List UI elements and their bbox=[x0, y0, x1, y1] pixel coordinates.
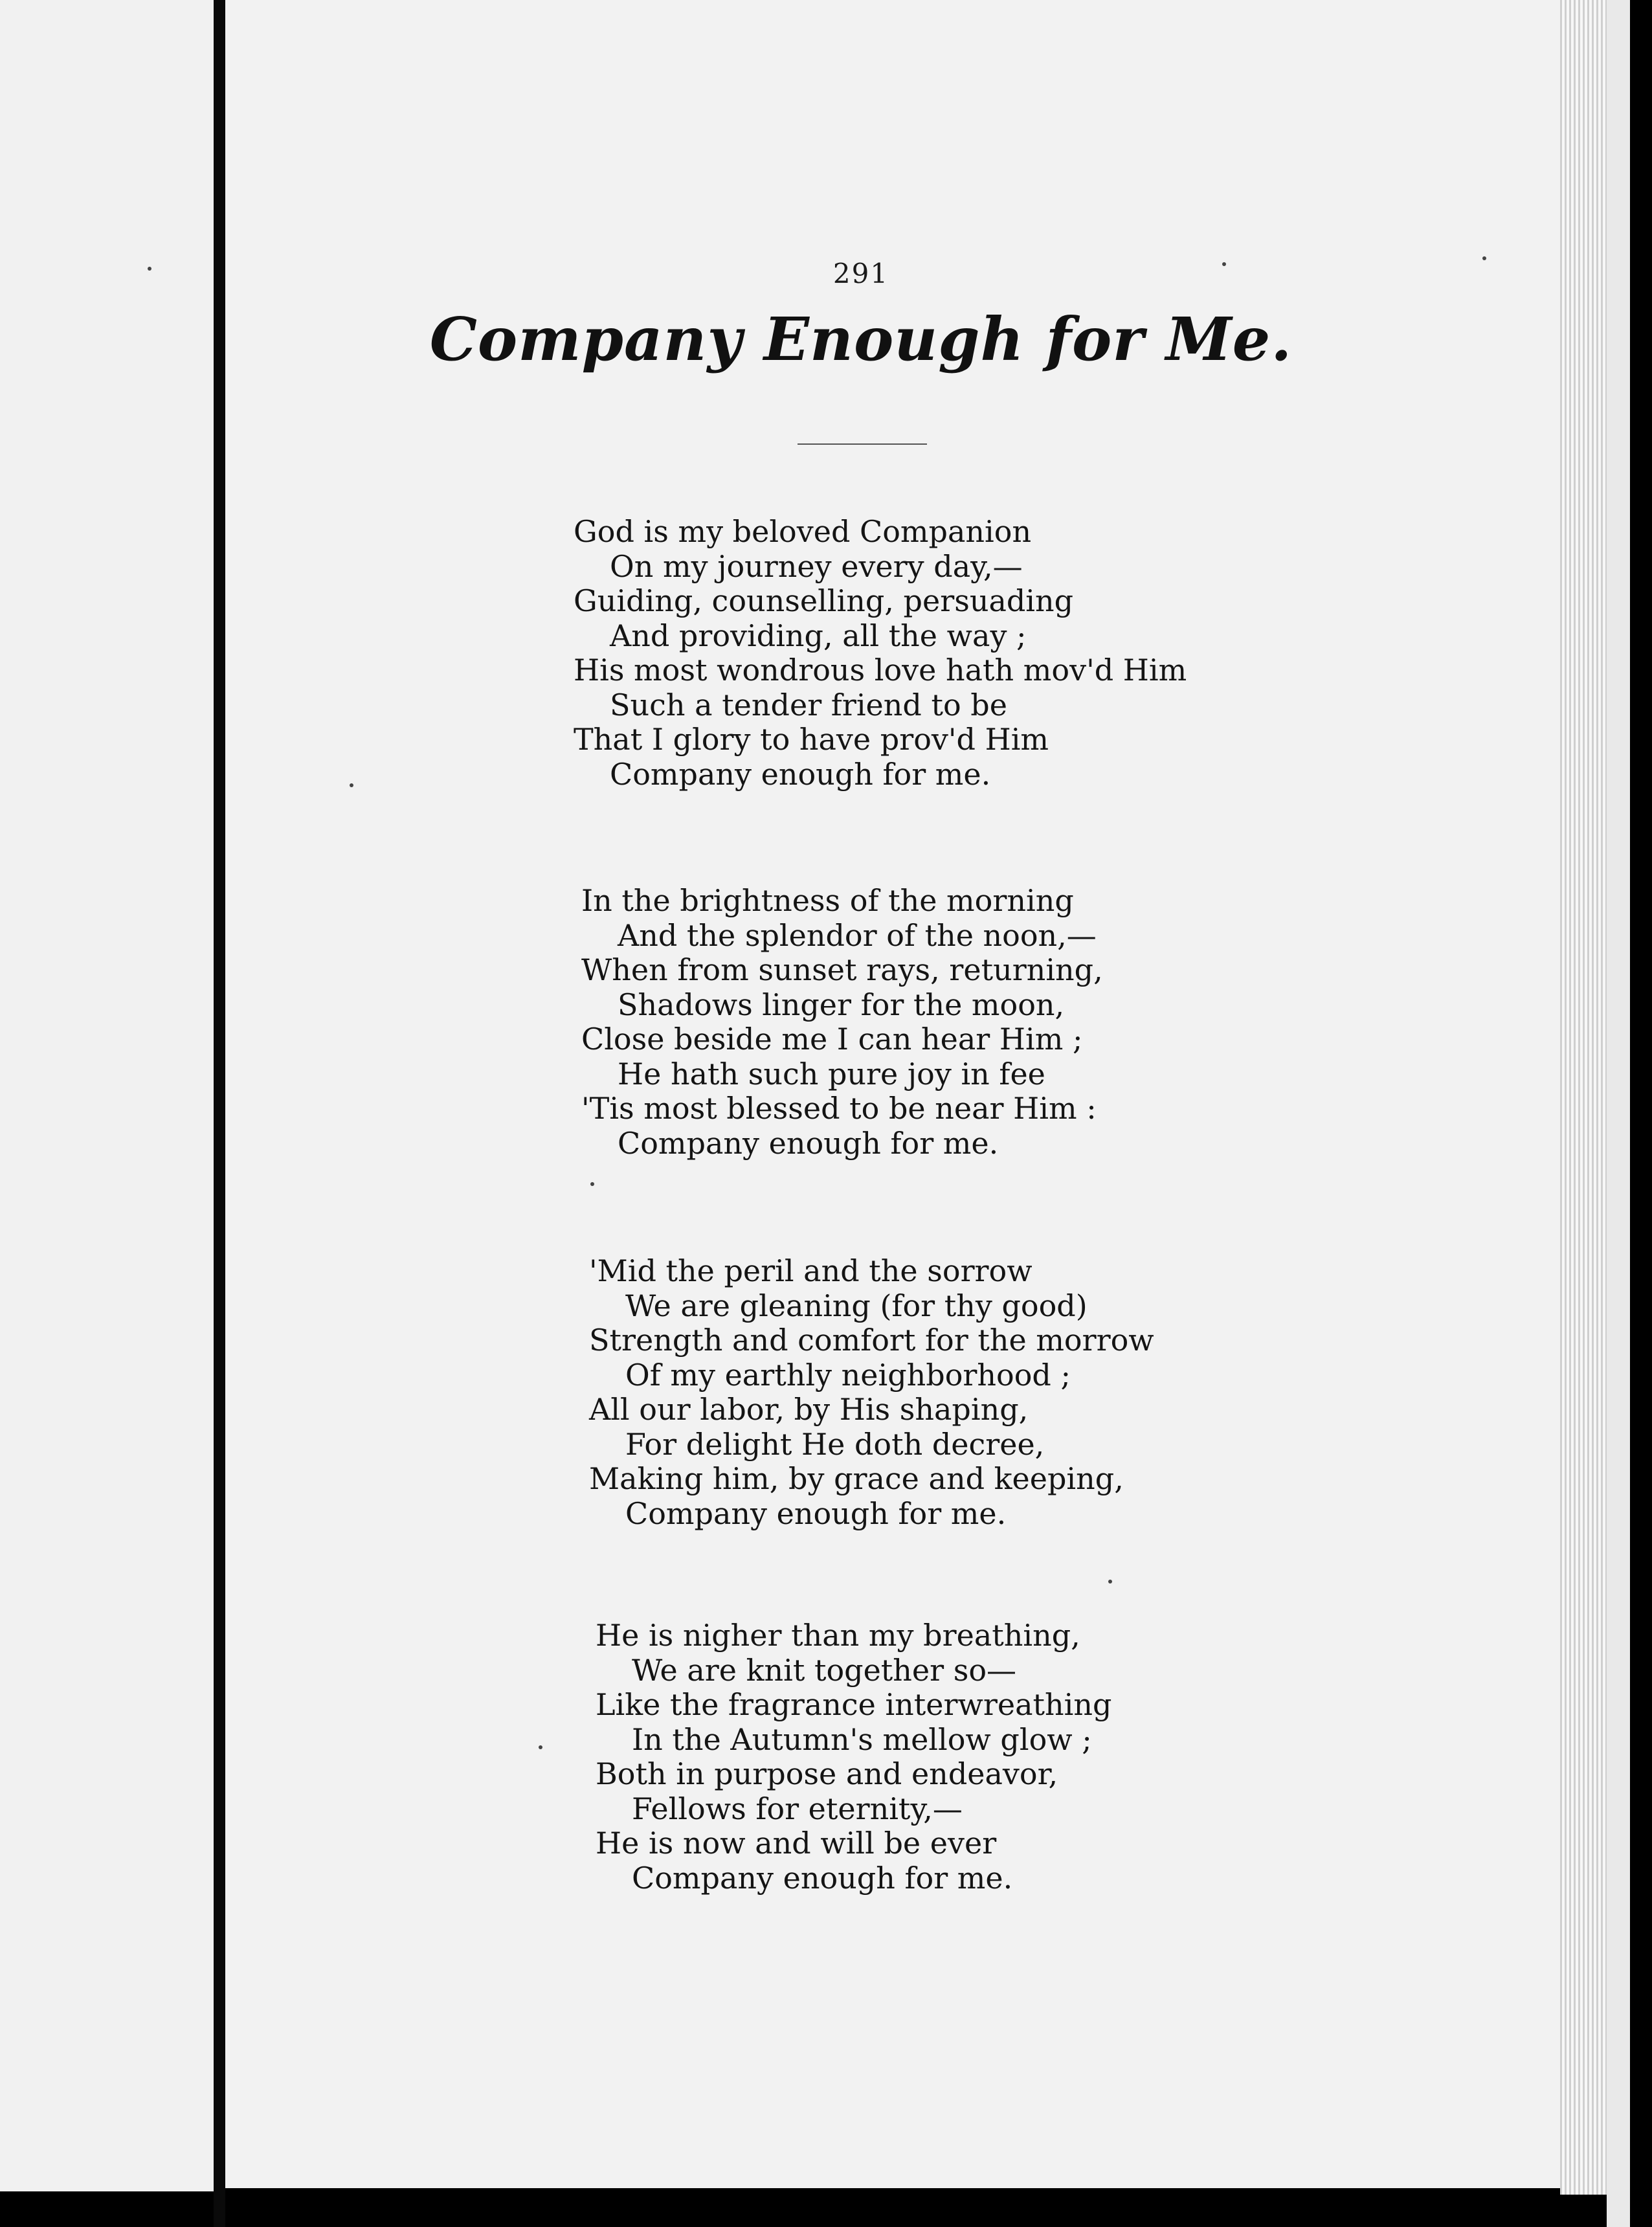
paper-speck bbox=[350, 783, 353, 787]
poem-line: For delight He doth decree, bbox=[625, 1426, 1045, 1462]
poem-line: He hath such pure joy in fee bbox=[618, 1056, 1045, 1091]
poem-line: Making him, by grace and keeping, bbox=[589, 1461, 1124, 1496]
stanza-3 bbox=[589, 1254, 1269, 1531]
poem-line: Guiding, counselling, persuading bbox=[574, 583, 1074, 618]
poem-line: Company enough for me. bbox=[632, 1860, 1013, 1896]
poem-line: Like the fragrance interwreathing bbox=[596, 1687, 1112, 1722]
poem-line: When from sunset rays, returning, bbox=[581, 952, 1103, 987]
poem-line: We are knit together so— bbox=[632, 1652, 1017, 1688]
poem-line: Company enough for me. bbox=[610, 756, 991, 792]
poem-line: Shadows linger for the moon, bbox=[618, 987, 1065, 1022]
poem-line: Company enough for me. bbox=[625, 1495, 1007, 1531]
poem-line: And the splendor of the noon,— bbox=[618, 917, 1097, 953]
poem-line: Close beside me I can hear Him ; bbox=[581, 1022, 1083, 1057]
poem-line: On my journey every day,— bbox=[610, 548, 1023, 584]
poem-line: He is nigher than my breathing, bbox=[596, 1618, 1080, 1653]
poem-line: 'Mid the peril and the sorrow bbox=[589, 1253, 1032, 1288]
poem-line: Such a tender friend to be bbox=[610, 687, 1007, 722]
poem-line: God is my beloved Companion bbox=[574, 514, 1032, 549]
poem-line: Both in purpose and endeavor, bbox=[596, 1756, 1058, 1791]
paper-speck bbox=[539, 1745, 542, 1749]
poem-title: Company Enough for Me. bbox=[429, 304, 1293, 374]
poem-line: Strength and comfort for the morrow bbox=[589, 1323, 1154, 1358]
poem-line: Company enough for me. bbox=[618, 1125, 999, 1161]
page-number: 291 bbox=[832, 258, 889, 289]
stanza-1 bbox=[574, 515, 1253, 792]
poem-line: We are gleaning (for thy good) bbox=[625, 1288, 1088, 1323]
stanza-4 bbox=[596, 1618, 1275, 1896]
poem-line: Fellows for eternity,— bbox=[632, 1791, 963, 1826]
stanza-2 bbox=[581, 884, 1261, 1161]
poem-line: In the brightness of the morning bbox=[581, 883, 1074, 918]
paper-speck bbox=[590, 1182, 594, 1186]
poem-line: He is now and will be ever bbox=[596, 1826, 997, 1861]
poem-line: That I glory to have prov'd Him bbox=[574, 722, 1049, 757]
paper-speck bbox=[1108, 1580, 1112, 1584]
poem-line: 'Tis most blessed to be near Him : bbox=[581, 1091, 1097, 1126]
poem-line: And providing, all the way ; bbox=[610, 618, 1027, 653]
poem-line: All our labor, by His shaping, bbox=[589, 1392, 1029, 1427]
title-divider bbox=[798, 443, 927, 445]
poem-line: In the Autumn's mellow glow ; bbox=[632, 1721, 1092, 1757]
poem-line: Of my earthly neighborhood ; bbox=[625, 1357, 1071, 1393]
poem-line: His most wondrous love hath mov'd Him bbox=[574, 653, 1187, 688]
